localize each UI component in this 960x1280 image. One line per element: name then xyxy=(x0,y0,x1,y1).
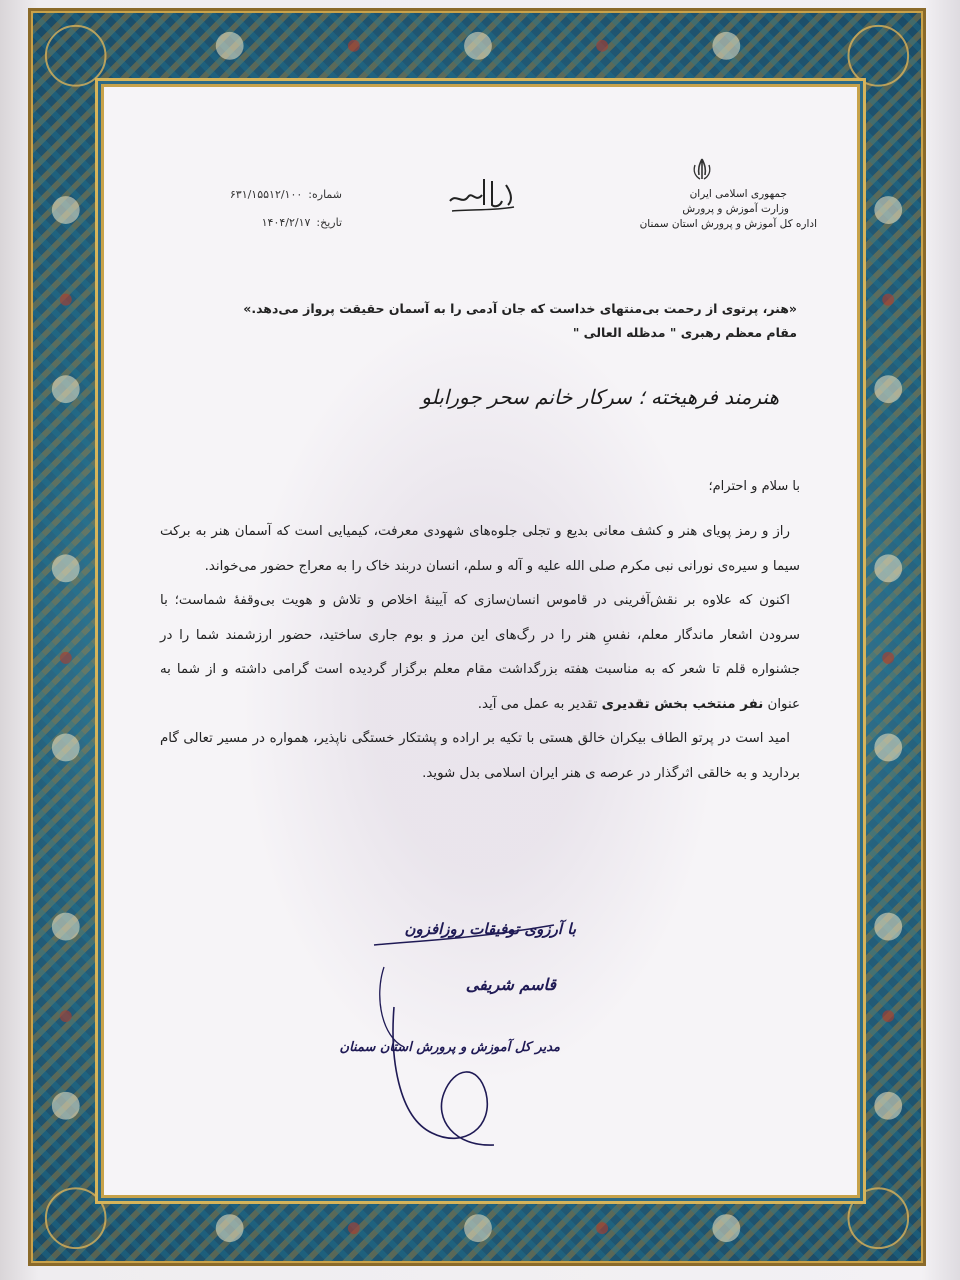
body-paragraph-2-end: تقدیر به عمل می آید. xyxy=(477,696,602,712)
letterhead-organization xyxy=(587,157,817,232)
quote-text: «هنر، پرتوی از رحمت بی‌منتهای خداست که جان آدمی را به آسمان حقیقت پرواز می‌دهد.» xyxy=(243,301,797,316)
letter-metadata xyxy=(172,188,342,244)
number-value: ۶۳۱/۱۵۵۱۲/۱۰۰ xyxy=(229,188,303,201)
iran-emblem-icon xyxy=(689,157,715,183)
recipient-line: هنرمند فرهیخته ؛ سرکار خانم سحر جورابلو xyxy=(421,385,779,409)
org-line-ministry: وزارت آموزش و پرورش xyxy=(682,203,789,215)
leader-quote xyxy=(157,297,797,345)
signature-block xyxy=(339,897,594,1167)
signature-name: قاسم شریفی xyxy=(465,975,556,994)
date-label: تاریخ: xyxy=(316,216,342,229)
org-line-country: جمهوری اسلامی ایران xyxy=(689,188,787,200)
body-highlight: نفر منتخب بخش تقدیری xyxy=(601,696,764,712)
date-value: ۱۴۰۴/۲/۱۷ xyxy=(261,216,311,229)
basmala-calligraphy xyxy=(442,171,522,217)
body-paragraph-1: راز و رمز پویای هنر و کشف معانی بدیع و تجلی جلوه‌های شهودی معرفت، کیمیایی است که آسمان هنر به برکت سیما و سیره‌ی نورانی نبی مکرم صلی الله علیه و آله و سلم، انسان دربند خاک را به معراج حضور می‌خواند. xyxy=(160,524,800,574)
signature-title: مدیر کل آموزش و پرورش استان سمنان xyxy=(339,1040,560,1055)
greeting-line: با سلام و احترام؛ xyxy=(708,479,800,494)
body-paragraph-2-start: اکنون که علاوه بر نقش‌آفرینی در قاموس انسان‌سازی که آیینهٔ اخلاص و تلاش و هویت بی‌وقفهٔ شماست؛ با سرودن اشعار ماندگار معلم، نفسِ هنر را در رگ‌های این مرز و بوم جاری ساختید، حضور ارزشمند شما را در جشنواره قلم تا شعر که به مناسبت هفته بزرگداشت مقام معلم برگزار گردیده است گرامی داشته و از شما به عنوان xyxy=(160,593,800,712)
letter-paper xyxy=(101,84,860,1198)
letter-body xyxy=(160,515,800,791)
quote-attribution: مقام معظم رهبری " مدظله العالی " xyxy=(572,325,797,340)
signature-wish: با آرزوی توفیقات روزافزون xyxy=(404,920,576,938)
body-paragraph-2 xyxy=(160,584,800,722)
org-line-department: اداره کل آموزش و پرورش استان سمنان xyxy=(639,218,817,230)
certificate-frame xyxy=(28,8,926,1266)
number-label: شماره: xyxy=(308,188,342,201)
body-paragraph-3: امید است در پرتو الطاف بیکران خالق هستی با تکیه بر اراده و پشتکار خستگی ناپذیر، همواره در مسیر تعالی گام بردارید و به خالقی اثرگذار در عرصه ی هنر ایران اسلامی بدل شوید. xyxy=(160,731,800,781)
